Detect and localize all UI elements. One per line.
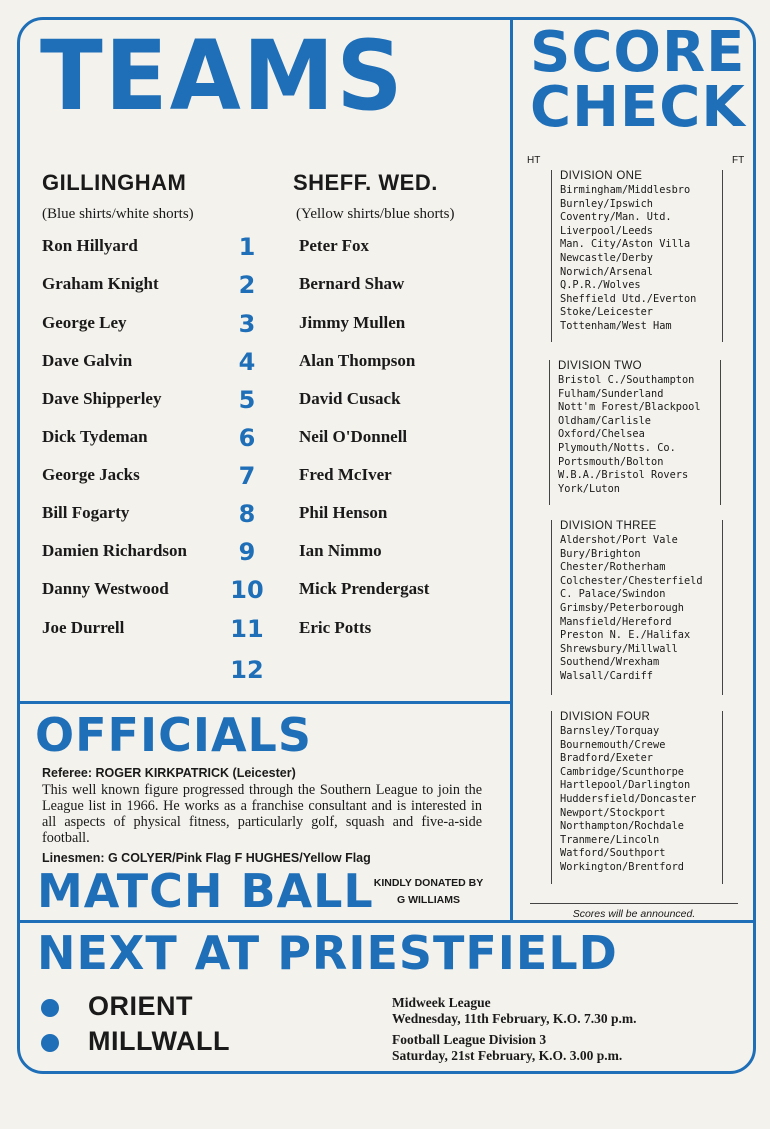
referee-bio: This well known figure progressed through the Southern League to join the League list in 1966. He works as a franchise consultant and is interested in all aspects of physical fitness, particularly golf, squash and five-a-side football. bbox=[42, 782, 482, 846]
next-club: ORIENT bbox=[88, 991, 194, 1021]
next-title: NEXT AT PRIESTFIELD bbox=[37, 926, 618, 980]
linesmen: Linesmen: G COLYER/Pink Flag F HUGHES/Yellow Flag bbox=[42, 851, 371, 865]
fixture: Southend/Wrexham bbox=[560, 656, 660, 669]
matchball-title: MATCH BALL bbox=[37, 864, 374, 918]
division-one bbox=[551, 170, 723, 342]
fixture: Portsmouth/Bolton bbox=[558, 455, 664, 468]
away-player: Alan Thompson bbox=[299, 351, 416, 370]
teams-title: TEAMS bbox=[40, 19, 405, 132]
fixture: Oldham/Carlisle bbox=[558, 414, 651, 427]
fixture: Preston N. E./Halifax bbox=[560, 629, 691, 642]
home-player: Dave Shipperley bbox=[42, 389, 162, 408]
fixture: W.B.A./Bristol Rovers bbox=[558, 469, 689, 482]
fixture: Tottenham/West Ham bbox=[560, 319, 672, 332]
shirt-number: 8 bbox=[238, 500, 256, 528]
scorecheck-title-line1: SCORE bbox=[530, 20, 746, 85]
division-heading: DIVISION TWO bbox=[558, 360, 642, 372]
scores-note: Scores will be announced. bbox=[530, 903, 738, 920]
ft-label: FT bbox=[732, 155, 745, 166]
fixture: Tranmere/Lincoln bbox=[560, 833, 660, 846]
fixture: Oxford/Chelsea bbox=[558, 428, 645, 441]
fixture: Huddersfield/Doncaster bbox=[560, 792, 697, 805]
away-player: Eric Potts bbox=[299, 618, 372, 637]
away-player: Phil Henson bbox=[299, 503, 388, 522]
fixture: Shrewsbury/Millwall bbox=[560, 642, 678, 655]
shirt-number: 11 bbox=[230, 615, 264, 643]
home-player: Joe Durrell bbox=[42, 618, 125, 637]
scorecheck-title bbox=[530, 20, 746, 140]
fixture: Newcastle/Derby bbox=[560, 251, 653, 264]
home-team-kit: (Blue shirts/white shorts) bbox=[42, 206, 194, 222]
home-player: Bill Fogarty bbox=[42, 503, 130, 522]
fixture: Workington/Brentford bbox=[560, 860, 684, 873]
home-player: Danny Westwood bbox=[42, 579, 169, 598]
home-player: Damien Richardson bbox=[42, 541, 187, 560]
section-divider-officials bbox=[20, 701, 510, 704]
fixture: Barnsley/Torquay bbox=[560, 725, 660, 737]
fixture: Burnley/Ipswich bbox=[560, 197, 653, 210]
officials-title: OFFICIALS bbox=[35, 708, 312, 762]
away-player: Mick Prendergast bbox=[299, 579, 430, 598]
fixture: C. Palace/Swindon bbox=[560, 588, 666, 601]
fixture: Fulham/Sunderland bbox=[558, 387, 664, 400]
away-player: Neil O'Donnell bbox=[299, 427, 408, 446]
division-three bbox=[551, 520, 723, 695]
away-player: David Cusack bbox=[299, 389, 401, 408]
shirt-number: 5 bbox=[238, 386, 256, 414]
fixture: Nott'm Forest/Blackpool bbox=[558, 401, 701, 414]
fixture: Watford/Southport bbox=[560, 847, 666, 860]
away-player: Fred McIver bbox=[299, 465, 392, 484]
shirt-number: 3 bbox=[238, 310, 256, 338]
scorecheck-title-line2: CHECK bbox=[530, 74, 746, 140]
division-heading: DIVISION FOUR bbox=[560, 711, 651, 723]
away-player: Jimmy Mullen bbox=[299, 313, 406, 332]
shirt-number: 1 bbox=[238, 233, 256, 261]
fixture: Coventry/Man. Utd. bbox=[560, 211, 672, 224]
fixture: Chester/Rotherham bbox=[560, 561, 666, 574]
bullet-dot-icon bbox=[41, 999, 59, 1017]
fixture: Northampton/Rochdale bbox=[560, 820, 684, 833]
fixture: Mansfield/Hereford bbox=[560, 615, 672, 628]
fixture: Newport/Stockport bbox=[560, 806, 666, 819]
division-two bbox=[549, 360, 721, 505]
shirt-number: 10 bbox=[230, 576, 264, 604]
home-player: George Ley bbox=[42, 313, 127, 332]
division-heading: DIVISION ONE bbox=[560, 170, 643, 182]
home-player: Dick Tydeman bbox=[42, 427, 148, 446]
shirt-number: 2 bbox=[238, 271, 256, 299]
away-player: Ian Nimmo bbox=[299, 541, 382, 560]
column-divider bbox=[510, 20, 513, 923]
next-club: MILLWALL bbox=[88, 1026, 230, 1056]
away-player: Peter Fox bbox=[299, 236, 370, 255]
fixture: Grimsby/Peterborough bbox=[560, 601, 684, 614]
fixture: York/Luton bbox=[558, 482, 620, 495]
bullet-dot-icon bbox=[41, 1034, 59, 1052]
fixture: Norwich/Arsenal bbox=[560, 265, 653, 278]
next-date: Saturday, 21st February, K.O. 3.00 p.m. bbox=[392, 1048, 623, 1063]
fixture: Sheffield Utd./Everton bbox=[560, 292, 697, 305]
away-team-name: SHEFF. WED. bbox=[293, 170, 438, 195]
fixture: Q.P.R./Wolves bbox=[560, 279, 641, 292]
shirt-number: 9 bbox=[238, 538, 256, 566]
fixture: Birmingham/Middlesbro bbox=[560, 184, 691, 196]
fixture: Liverpool/Leeds bbox=[560, 224, 653, 237]
donated-by-label: KINDLY DONATED BY bbox=[373, 877, 484, 889]
next-competition: Football League Division 3 bbox=[392, 1032, 547, 1047]
division-four bbox=[551, 711, 723, 884]
fixture: Bournemouth/Crewe bbox=[560, 738, 666, 751]
fixture: Stoke/Leicester bbox=[560, 306, 653, 319]
away-team-kit: (Yellow shirts/blue shorts) bbox=[296, 206, 455, 222]
fixture: Cambridge/Scunthorpe bbox=[560, 765, 684, 778]
next-competition: Midweek League bbox=[392, 995, 491, 1010]
fixture: Man. City/Aston Villa bbox=[560, 238, 691, 251]
shirt-number: 6 bbox=[238, 424, 256, 452]
home-player: Ron Hillyard bbox=[42, 236, 138, 255]
shirt-number: 12 bbox=[230, 656, 264, 684]
home-player: Graham Knight bbox=[42, 274, 159, 293]
away-player: Bernard Shaw bbox=[299, 274, 405, 293]
home-player: Dave Galvin bbox=[42, 351, 133, 370]
home-team-name: GILLINGHAM bbox=[42, 170, 187, 195]
fixture: Walsall/Cardiff bbox=[560, 669, 653, 682]
shirt-number: 7 bbox=[238, 462, 256, 490]
home-player: George Jacks bbox=[42, 465, 140, 484]
fixture: Aldershot/Port Vale bbox=[560, 534, 678, 546]
donor-name: G WILLIAMS bbox=[397, 894, 460, 906]
fixture: Plymouth/Notts. Co. bbox=[558, 441, 676, 454]
section-divider-next bbox=[20, 920, 753, 923]
fixture: Bradford/Exeter bbox=[560, 752, 653, 765]
fixture: Colchester/Chesterfield bbox=[560, 574, 703, 587]
matchball-donor bbox=[371, 875, 486, 909]
fixture: Bristol C./Southampton bbox=[558, 374, 695, 386]
referee: Referee: ROGER KIRKPATRICK (Leicester) bbox=[42, 766, 296, 780]
division-heading: DIVISION THREE bbox=[560, 520, 657, 532]
fixture: Bury/Brighton bbox=[560, 547, 641, 560]
shirt-number: 4 bbox=[238, 348, 256, 376]
next-date: Wednesday, 11th February, K.O. 7.30 p.m. bbox=[392, 1011, 637, 1026]
ht-label: HT bbox=[527, 155, 541, 166]
fixture: Hartlepool/Darlington bbox=[560, 779, 691, 792]
